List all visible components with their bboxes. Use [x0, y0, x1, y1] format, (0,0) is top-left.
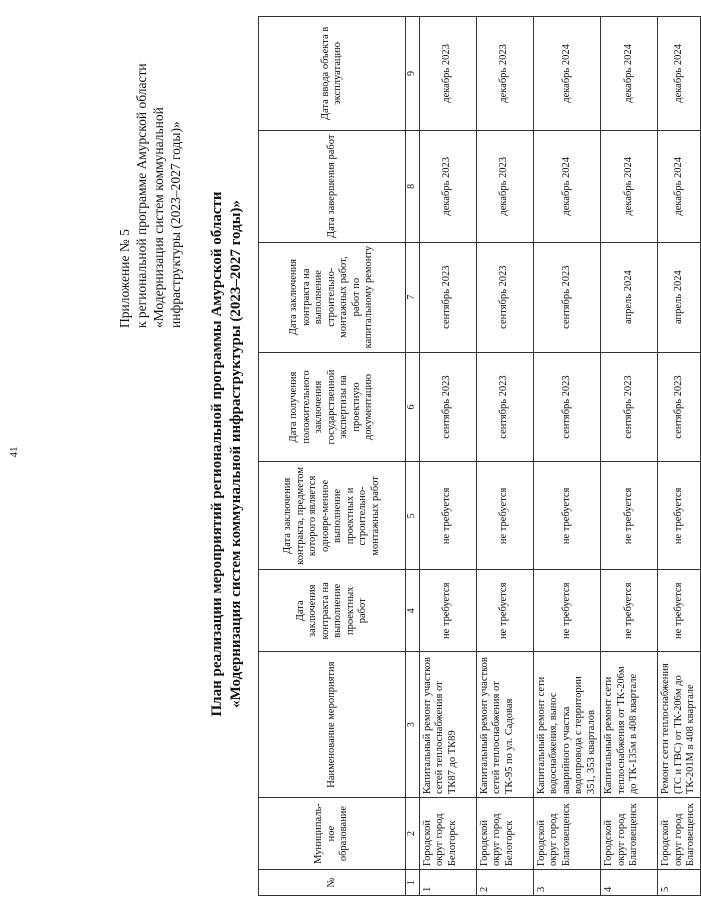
table-cell: сентябрь 2023 [419, 352, 476, 462]
municipality-cell: Городской округ город Белогорск [419, 798, 476, 870]
table-cell: апрель 2024 [658, 242, 701, 352]
title-line2: «Модернизация систем коммунальной инфраструктуры (2023–2027 годы)» [228, 200, 244, 708]
measure-cell: Ремонт сети теплоснабжения (ТС и ГВС) от ТК-206м до ТК-201М в 408 квартале [658, 652, 701, 798]
table-cell: декабрь 2023 [419, 17, 476, 131]
column-number: 3 [406, 652, 420, 798]
table-cell: сентябрь 2023 [419, 242, 476, 352]
municipality-cell: Городской округ город Благовещенск [658, 798, 701, 870]
header-cell: Муниципаль-ное образование [259, 798, 406, 870]
header-cell: Дата заключения контракта на выполнение проектных работ [259, 570, 406, 652]
table-cell: не требуется [419, 570, 476, 652]
title-line1: План реализации мероприятий региональной программы Амурской области [209, 191, 225, 717]
table-cell: сентябрь 2023 [476, 242, 533, 352]
table-cell: декабрь 2024 [658, 17, 701, 131]
header-cell: Дата получения положительного заключения государственной экспертизы на проектную документацию [259, 352, 406, 462]
header-cell: Дата заключения контракта на выполнение строительно-монтажных работ, работ по капитальному ремонту [259, 242, 406, 352]
table-cell: не требуется [601, 462, 658, 570]
column-number-row [406, 17, 420, 896]
header-cell: Дата ввода объекта в эксплуатацию [259, 17, 406, 131]
column-number: 2 [406, 798, 420, 870]
table-cell: не требуется [476, 570, 533, 652]
municipality-cell: Городской округ город Белогорск [476, 798, 533, 870]
table-cell: декабрь 2023 [419, 130, 476, 242]
measure-cell: Капитальный ремонт участков сетей теплоснабжения от ТК87 до ТК89 [419, 652, 476, 798]
table-cell: не требуется [419, 462, 476, 570]
table-cell: не требуется [658, 570, 701, 652]
row-number: 1 [419, 870, 476, 896]
table-cell: декабрь 2024 [533, 17, 601, 131]
municipality-cell: Городской округ город Благовещенск [601, 798, 658, 870]
appendix-line1: Приложение № 5 [117, 229, 132, 328]
column-number: 8 [406, 130, 420, 242]
page-number: 41 [8, 446, 20, 458]
column-number: 7 [406, 242, 420, 352]
table-cell: сентябрь 2023 [533, 242, 601, 352]
plan-table [258, 16, 701, 896]
measure-cell: Капитальный ремонт сети водоснабжения, вынос аварийного участка водопровода с территории 351, 353 кварталов [533, 652, 601, 798]
table-row [476, 17, 533, 896]
measure-cell: Капитальный ремонт сети теплоснабжения от ТК-206м до ТК-135м в 408 квартале [601, 652, 658, 798]
table-cell: декабрь 2024 [601, 130, 658, 242]
header-cell: № [259, 870, 406, 896]
header-cell: Дата заключения контракта, предметом которого является одновре-менное выполнение проектных и строительно-монтажных работ [259, 462, 406, 570]
appendix-block [116, 28, 184, 328]
measure-cell: Капитальный ремонт участков сетей теплоснабжения от ТК-95 по ул. Садовая [476, 652, 533, 798]
table-cell: декабрь 2024 [601, 17, 658, 131]
row-number: 3 [533, 870, 601, 896]
column-number: 6 [406, 352, 420, 462]
table-row [601, 17, 658, 896]
appendix-line2: к региональной программе Амурской области «Модернизация систем коммунальной инфраструктуры (2023–2027 годы)» [134, 63, 183, 328]
header-cell: Дата завершения работ [259, 130, 406, 242]
table-cell: сентябрь 2023 [533, 352, 601, 462]
table-cell: не требуется [533, 570, 601, 652]
table-cell: не требуется [601, 570, 658, 652]
document-title [208, 64, 246, 844]
table-cell: не требуется [658, 462, 701, 570]
table-cell: не требуется [533, 462, 601, 570]
column-number: 4 [406, 570, 420, 652]
table-row [658, 17, 701, 896]
header-row [259, 17, 406, 896]
table-cell: декабрь 2024 [658, 130, 701, 242]
column-number: 1 [406, 870, 420, 896]
table-cell: декабрь 2023 [476, 17, 533, 131]
table-cell: не требуется [476, 462, 533, 570]
table-cell: сентябрь 2023 [658, 352, 701, 462]
table-cell: декабрь 2023 [476, 130, 533, 242]
table-cell: сентябрь 2023 [601, 352, 658, 462]
row-number: 5 [658, 870, 701, 896]
table-cell: декабрь 2024 [533, 130, 601, 242]
row-number: 4 [601, 870, 658, 896]
column-number: 5 [406, 462, 420, 570]
table-row [533, 17, 601, 896]
header-cell: Наименование мероприятия [259, 652, 406, 798]
table-row [419, 17, 476, 896]
column-number: 9 [406, 17, 420, 131]
table-cell: сентябрь 2023 [476, 352, 533, 462]
municipality-cell: Городской округ город Благовещенск [533, 798, 601, 870]
row-number: 2 [476, 870, 533, 896]
table-cell: апрель 2024 [601, 242, 658, 352]
